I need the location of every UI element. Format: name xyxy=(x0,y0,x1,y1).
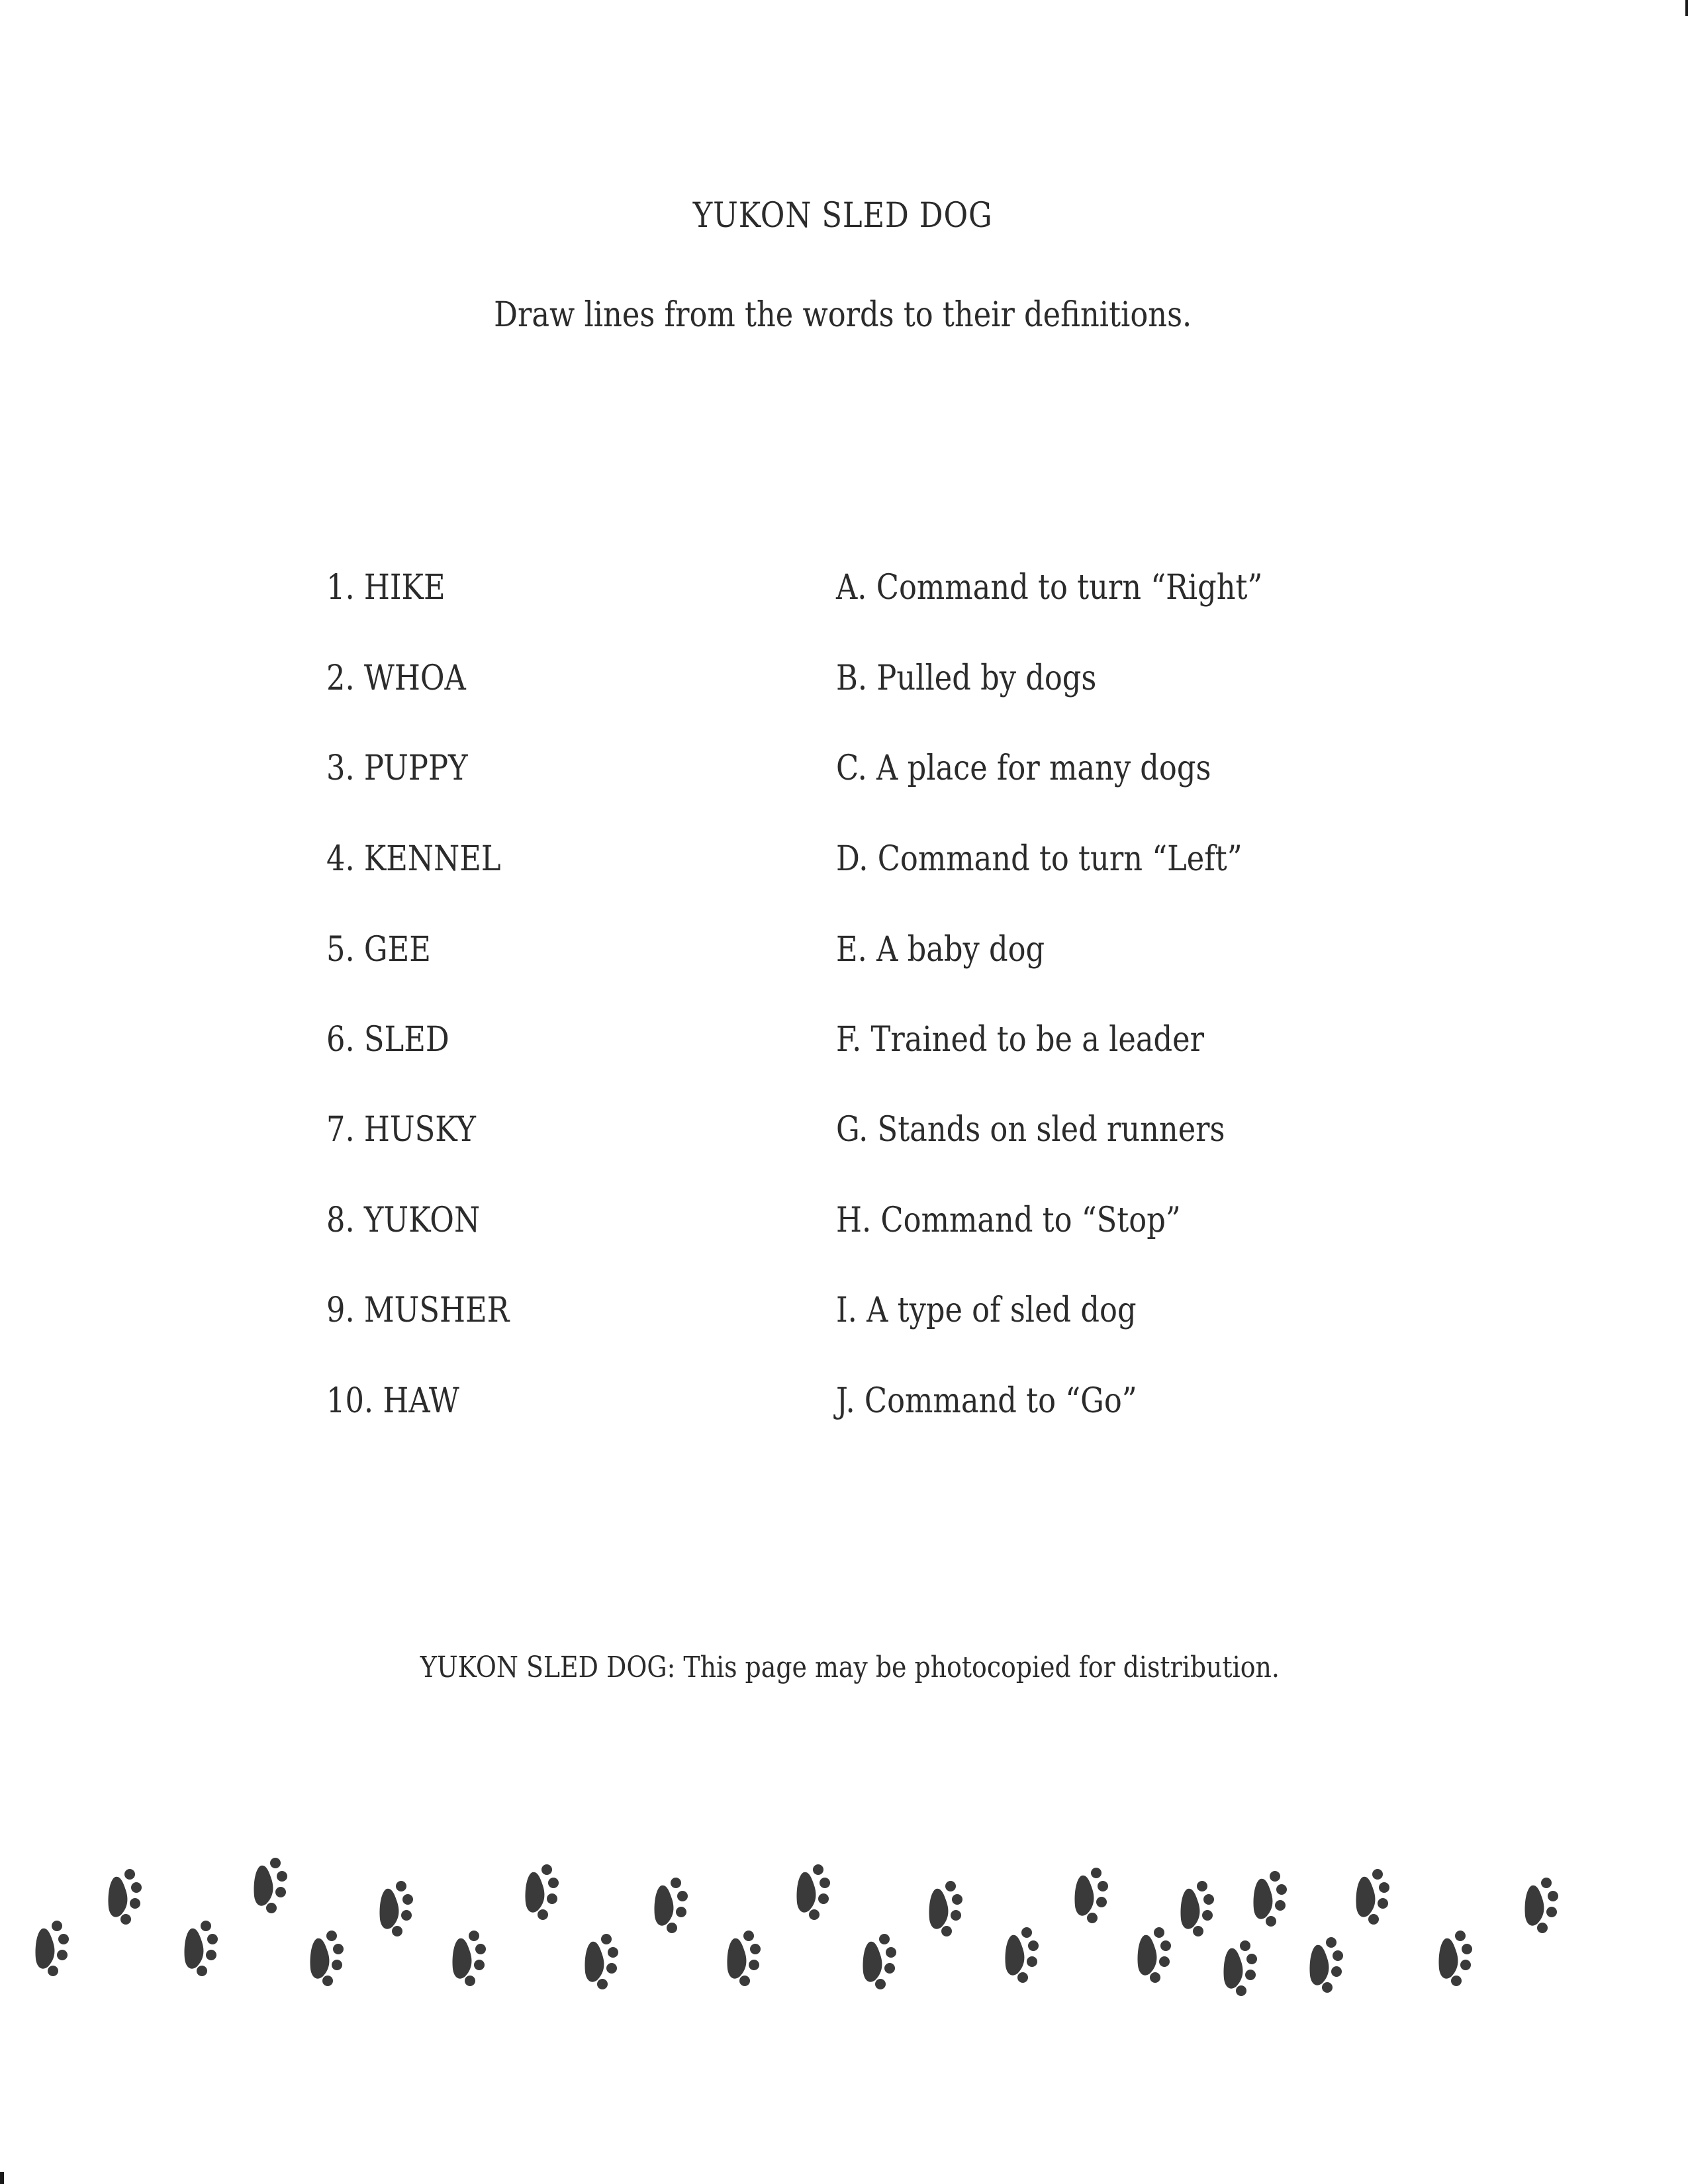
paw-print-icon xyxy=(1523,1876,1562,1936)
definition-item: D. Command to turn “Left” xyxy=(836,839,1243,879)
page-title: YUKON SLED DOG xyxy=(692,196,993,236)
matching-row xyxy=(0,749,1688,801)
scan-corner-mark xyxy=(0,2172,4,2184)
paw-print-icon xyxy=(927,1880,966,1939)
word-item: 5. GEE xyxy=(326,930,431,970)
definition-item: B. Pulled by dogs xyxy=(836,659,1097,698)
matching-row xyxy=(0,930,1688,983)
word-item: 7. HUSKY xyxy=(326,1110,476,1150)
paw-print-icon xyxy=(308,1929,348,1989)
matching-row xyxy=(0,1020,1688,1073)
matching-row xyxy=(0,1381,1688,1434)
paw-print-icon xyxy=(861,1933,900,1992)
matching-row xyxy=(0,1291,1688,1343)
paw-print-icon xyxy=(252,1856,291,1916)
paw-print-icon xyxy=(794,1863,834,1923)
definition-item: F. Trained to be a leader xyxy=(836,1020,1204,1060)
definition-item: G. Stands on sled runners xyxy=(836,1110,1225,1150)
word-item: 2. WHOA xyxy=(326,659,466,698)
paw-print-icon xyxy=(1221,1939,1261,1999)
word-item: 4. KENNEL xyxy=(326,839,501,879)
matching-row xyxy=(0,568,1688,621)
word-item: 8. YUKON xyxy=(326,1201,481,1240)
paw-print-icon xyxy=(1072,1866,1112,1926)
definition-item: E. A baby dog xyxy=(836,930,1045,970)
matching-row xyxy=(0,1201,1688,1253)
photocopy-notice: YUKON SLED DOG: This page may be photocopied for distribution. xyxy=(420,1651,1280,1684)
definition-item: J. Command to “Go” xyxy=(836,1381,1137,1421)
scan-corner-mark xyxy=(1685,0,1688,16)
matching-row xyxy=(0,839,1688,892)
paw-print-border xyxy=(0,1827,1688,2025)
matching-row xyxy=(0,659,1688,711)
definition-item: I. A type of sled dog xyxy=(836,1291,1137,1330)
paw-print-icon xyxy=(377,1880,417,1939)
paw-print-icon xyxy=(1354,1868,1393,1927)
paw-print-icon xyxy=(1135,1926,1175,1985)
paw-print-icon xyxy=(1307,1936,1347,1995)
word-item: 9. MUSHER xyxy=(326,1291,510,1330)
paw-print-icon xyxy=(1251,1870,1291,1929)
word-item: 10. HAW xyxy=(326,1381,459,1421)
definition-item: H. Command to “Stop” xyxy=(836,1201,1181,1240)
instructions-text: Draw lines from the words to their definitions. xyxy=(494,295,1192,335)
paw-print-icon xyxy=(1003,1926,1043,1985)
paw-print-icon xyxy=(33,1919,73,1979)
definition-item: A. Command to turn “Right” xyxy=(836,568,1263,608)
word-item: 6. SLED xyxy=(326,1020,449,1060)
word-item: 3. PUPPY xyxy=(326,749,468,788)
matching-row xyxy=(0,1110,1688,1163)
word-item: 1. HIKE xyxy=(326,568,445,608)
paw-print-icon xyxy=(1178,1880,1218,1939)
paw-print-icon xyxy=(182,1919,222,1979)
paw-print-icon xyxy=(583,1933,622,1992)
paw-print-icon xyxy=(1436,1929,1476,1989)
paw-print-icon xyxy=(523,1863,563,1923)
definition-item: C. A place for many dogs xyxy=(836,749,1211,788)
paw-print-icon xyxy=(106,1868,146,1927)
paw-print-icon xyxy=(652,1876,692,1936)
paw-print-icon xyxy=(450,1929,490,1989)
paw-print-icon xyxy=(725,1929,765,1989)
